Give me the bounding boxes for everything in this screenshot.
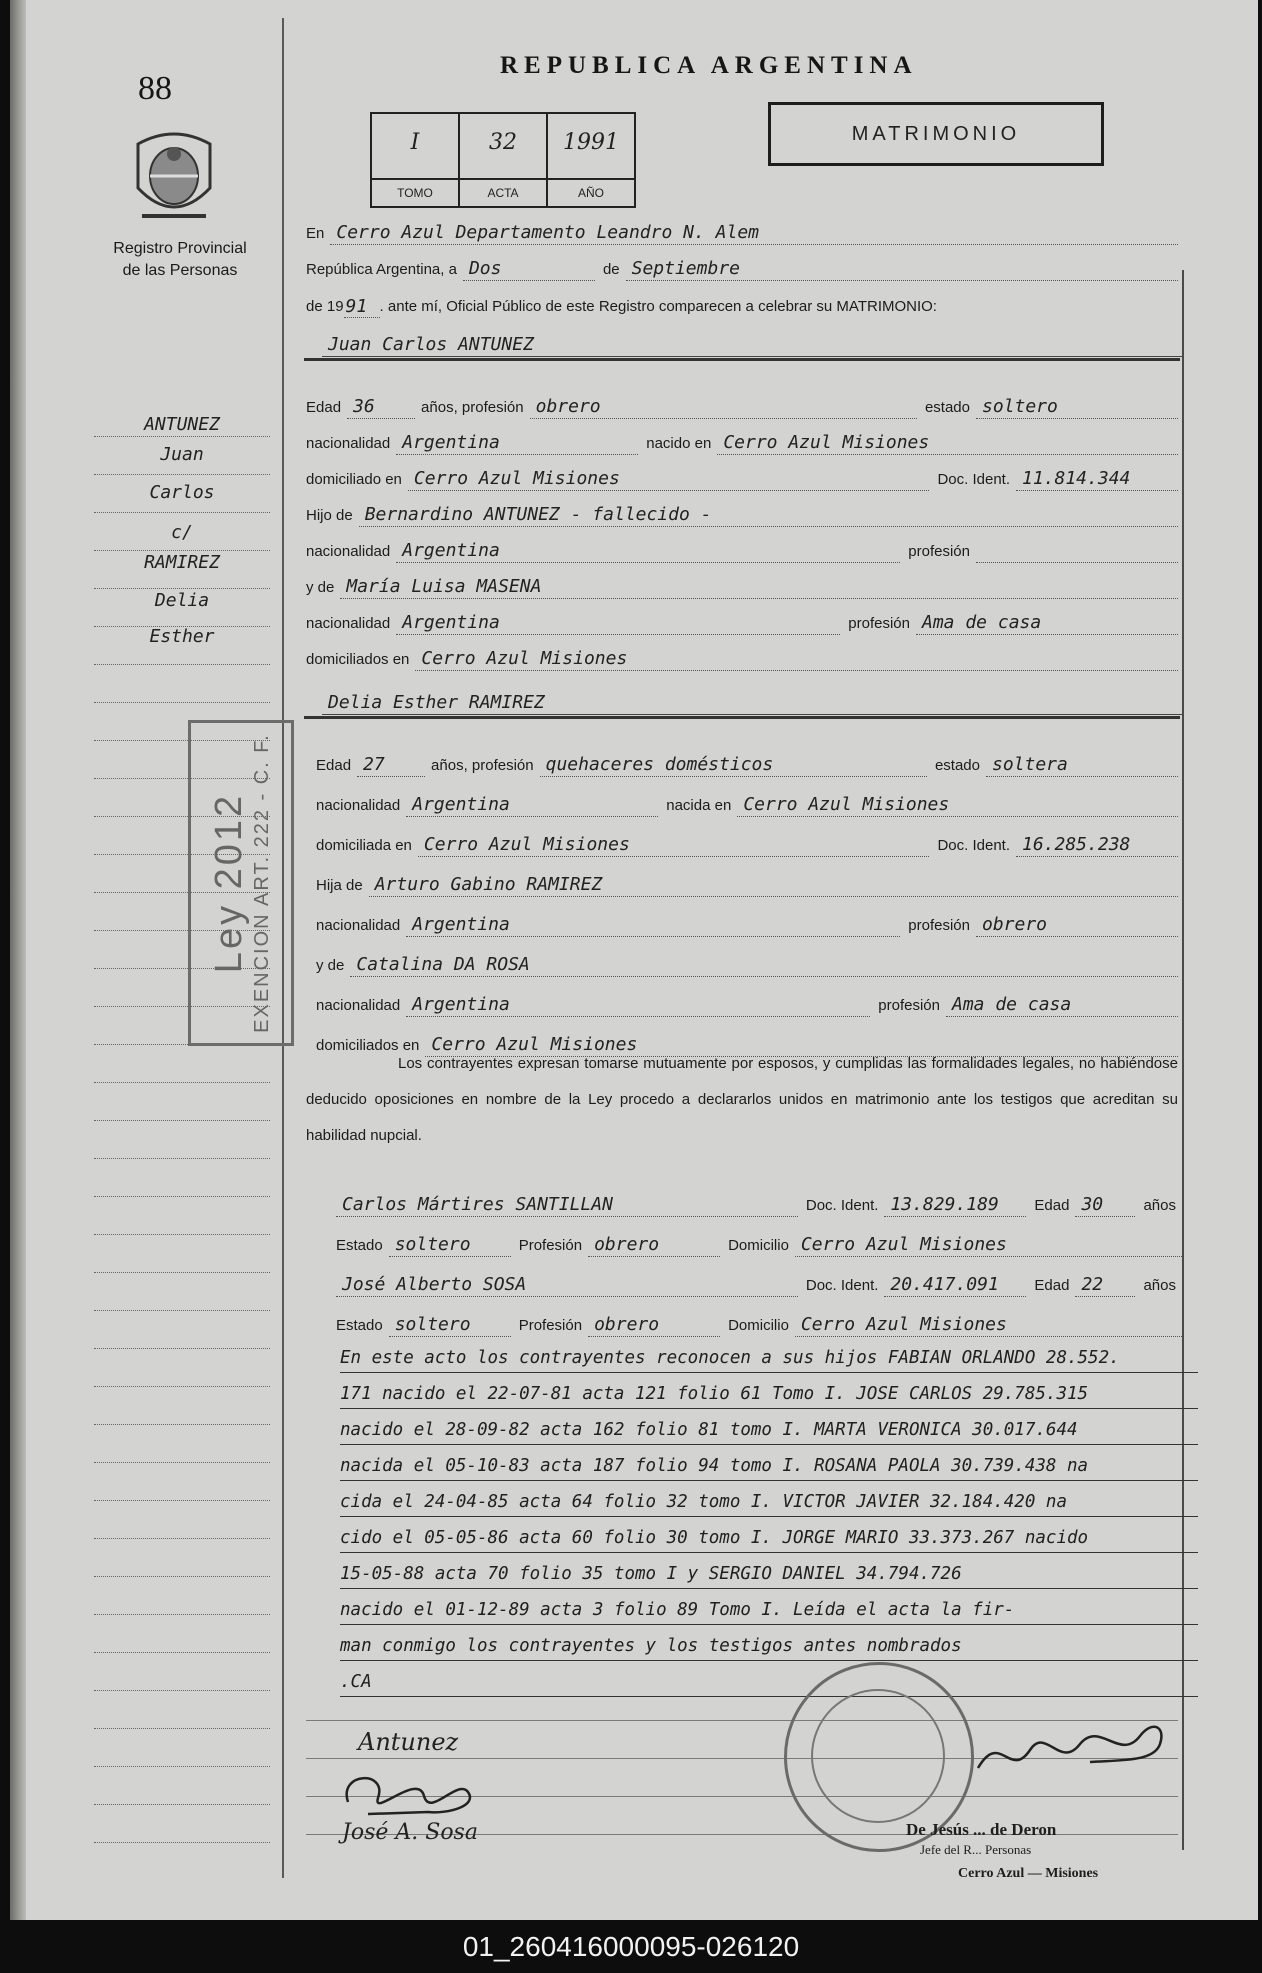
day-value: Dos [463, 258, 595, 281]
intro-statement-row: de 19 91 . ante mí, Oficial Público de este Registro comparecen a celebrar su MATRIMONIO: [306, 296, 937, 317]
margin-rule-line [94, 1272, 270, 1273]
signature-sosa: José A. Sosa [342, 1820, 478, 1845]
note-line: nacido el 28-09-82 acta 162 folio 81 tomo I. MARTA VERONICA 30.017.644 [340, 1420, 1078, 1440]
bride-name-row [322, 692, 1182, 715]
bride-age: 27 [357, 754, 425, 777]
margin-rule-line [94, 550, 270, 551]
margin-rule-line [94, 1576, 270, 1577]
section-divider [304, 716, 1180, 719]
coat-of-arms-icon [128, 130, 220, 230]
declaration-text: Los contrayentes expresan tomarse mutuamente por esposos, y cumplidas las formalidades legales, no habiéndose deducido oposiciones en nombre de la Ley procedo a declararlos unidos en matrimonio ante los testigos que acreditan su habilidad nupcial. [306, 1055, 1178, 1144]
note-line: nacido el 01-12-89 acta 3 folio 89 Tomo I. Leída el acta la fir- [340, 1600, 1015, 1620]
margin-rule-line [94, 664, 270, 665]
acta-value: 32 [489, 130, 517, 155]
groom-profession: obrero [530, 396, 917, 419]
witness2-domicile: Cerro Azul Misiones [795, 1314, 1182, 1337]
margin-rule-line [94, 1082, 270, 1083]
signature-official [970, 1700, 1190, 1790]
margin-rule-line [94, 512, 270, 513]
section-divider [304, 358, 1180, 361]
intro-date-row: República Argentina, a Dos de Septiembre [306, 258, 1178, 281]
margin-rule-line [94, 474, 270, 475]
note-line: .CA [340, 1672, 372, 1692]
bride-father-nationality: Argentina [406, 914, 900, 937]
binding-edge [10, 0, 26, 1920]
witness2-profession: obrero [588, 1314, 720, 1337]
groom-age: 36 [347, 396, 415, 419]
witness2-status: soltero [389, 1314, 511, 1337]
witness1-profession: obrero [588, 1234, 720, 1257]
witness1-doc: 13.829.189 [884, 1194, 1026, 1217]
note-line: 171 nacido el 22-07-81 acta 121 folio 61 Tomo I. JOSE CARLOS 29.785.315 [340, 1384, 1089, 1404]
groom-mother: María Luisa MASENA [340, 576, 1178, 599]
bride-name: Delia Esther RAMIREZ [322, 692, 1182, 715]
note-underline [340, 1444, 1198, 1445]
margin-rule-line [94, 1348, 270, 1349]
groom-parents-domicile: Cerro Azul Misiones [415, 648, 1178, 671]
margin-rule-line [94, 1842, 270, 1843]
witness2-name: José Alberto SOSA [336, 1274, 798, 1297]
margin-rule-line [94, 1538, 270, 1539]
witness1-age: 30 [1075, 1194, 1135, 1217]
margin-rule-line [94, 1728, 270, 1729]
tomo-acta-ano-box [370, 112, 636, 208]
groom-name-row [322, 334, 1182, 357]
registry-label: Registro Provincial de las Personas [113, 240, 247, 279]
image-id-caption: 01_260416000095-026120 [0, 1920, 1262, 1973]
act-type-box: MATRIMONIO [768, 102, 1104, 166]
groom-domicile: Cerro Azul Misiones [408, 468, 930, 491]
bride-father: Arturo Gabino RAMIREZ [369, 874, 1178, 897]
note-line: cida el 24-04-85 acta 64 folio 32 tomo I. VICTOR JAVIER 32.184.420 na [340, 1492, 1067, 1512]
place-value: Cerro Azul Departamento Leandro N. Alem [330, 222, 1178, 245]
tomo-value: I [410, 130, 420, 155]
bride-nationality: Argentina [406, 794, 658, 817]
groom-doc: 11.814.344 [1016, 468, 1178, 491]
witness1-name: Carlos Mártires SANTILLAN [336, 1194, 798, 1217]
margin-rule-line [94, 1766, 270, 1767]
groom-father: Bernardino ANTUNEZ - fallecido - [359, 504, 1178, 527]
note-line: nacida el 05-10-83 acta 187 folio 94 tomo I. ROSANA PAOLA 30.739.438 na [340, 1456, 1089, 1476]
ano-value: 1991 [563, 130, 619, 155]
margin-name-line: c/ [171, 522, 193, 543]
margin-name-line: RAMIREZ [144, 552, 220, 573]
exemption-stamp: Ley 2012 EXENCION ART. 222 - C. F. [188, 720, 294, 1046]
margin-rule-line [94, 436, 270, 437]
note-underline [340, 1480, 1198, 1481]
month-value: Septiembre [626, 258, 1178, 281]
official-title: Jefe del R... Personas [920, 1842, 1032, 1857]
margin-name-line: ANTUNEZ [144, 414, 220, 435]
page-number: 88 [138, 70, 172, 107]
groom-father-nationality: Argentina [396, 540, 900, 563]
witness2-age: 22 [1075, 1274, 1135, 1297]
note-underline [340, 1660, 1198, 1661]
groom-status: soltero [976, 396, 1178, 419]
acta-label: ACTA [460, 178, 546, 206]
margin-rule-line [94, 1196, 270, 1197]
groom-father-profession [976, 561, 1178, 563]
note-line: cido el 05-05-86 acta 60 folio 30 tomo I. JORGE MARIO 33.373.267 nacido [340, 1528, 1089, 1548]
note-underline [340, 1408, 1198, 1409]
margin-rule-line [94, 1310, 270, 1311]
margin-rule-line [94, 1120, 270, 1121]
margin-rule-line [94, 1652, 270, 1653]
margin-rule-line [94, 1690, 270, 1691]
bride-parents-domicile: Cerro Azul Misiones [425, 1034, 1178, 1057]
groom-birthplace: Cerro Azul Misiones [717, 432, 1178, 455]
bride-domicile: Cerro Azul Misiones [418, 834, 930, 857]
margin-rule-line [94, 1158, 270, 1159]
official-place: Cerro Azul — Misiones [958, 1866, 1099, 1881]
note-underline [340, 1372, 1198, 1373]
margin-rule-line [94, 1424, 270, 1425]
bride-mother: Catalina DA ROSA [350, 954, 1178, 977]
tomo-label: TOMO [372, 178, 458, 206]
intro-place-row: En Cerro Azul Departamento Leandro N. Alem [306, 222, 1178, 245]
note-line: En este acto los contrayentes reconocen a sus hijos FABIAN ORLANDO 28.552. [340, 1348, 1120, 1368]
groom-mother-profession: Ama de casa [916, 612, 1178, 635]
register-page: 88 Registro Provincial de las Personas REPUBLICA ARGENTINA I TOMO 32 ACTA 1991 AÑO MATRIMONIO En Cerro Azul Departamento Leandro N. Alem República Argentina, a Dos de Septiembre de 19 91 . ante mí, Oficial Público de este Registro comparecen a celebrar su MATRIMONIO: Juan Carlos ANTUNEZ Edad 36 años, profesión obrero estado soltero nacionalidad Argentina nacido en Cerro Azul Misiones domiciliado en Cerro Azul Misiones Doc. Ident. 11.814.344 Hijo de Bernardino ANTUNEZ - fallecido - nacionalidad Argentina profesión y de María Luisa MASENA nacionalidad Argentina profesión Ama de casa domiciliados en Cerro Azul Misiones Delia Esther RAMIREZ Edad 27 años, profesión quehaceres domésticos estado soltera nacionalidad Argentina nacida en Cerro Azul Misiones domiciliada en Cerro Azul Misiones Doc. Ident. 16.285.238 Hija de Arturo Gabino RAMIREZ nacionalidad Argentina profesión obrero y de Catalina DA ROSA nacionalidad Argentina profesión Ama de casa domiciliados en Cerro Azul Misiones Los contrayentes expresan tomarse mutuamente por esposos, y cumplidas las formalidades legales, no habiéndose deducido oposiciones en nombre de la Ley procedo a declararlos unidos en matrimonio ante los testigos que acreditan su habilidad nupcial. Carlos Mártires SANTILLAN Doc. Ident. 13.829.189 Edad 30 años Estado soltero Profesión obrero Domicilio Cerro Azul Misiones José Alberto SOSA Doc. Ident. 20.417.091 Edad 22 años Estado soltero Profesión obrero Domicilio Cerro Azul Misiones En este acto los contrayentes reconocen a sus hijos FABIAN ORLANDO 28.552. 171 nacido el 22-07-81 acta 121 folio 61 Tomo I. JOSE CARLOS 29.785.315 nacido el 28-09-82 acta 162 folio 81 tomo I. MARTA VERONICA 30.017.644 nacida el 05-10-83 acta 187 folio 94 tomo I. ROSANA PAOLA 30.739.438 na cida el 24-04-85 acta 64 folio 32 tomo I. VICTOR JAVIER 32.184.420 na cido el 05-05-86 acta 60 folio 30 tomo I. JORGE MARIO 33.373.267 nacido 15-05-88 acta 70 folio 35 tomo I y SERGIO DANIEL 34.794.726 nacido el 01-12-89 acta 3 folio 89 Tomo I. Leída el acta la fir- man conmigo los contrayentes y los testigos antes nombrados .CA ANTUNEZ Juan Carlos c/ RAMIREZ Delia Esther Ley 2012 EXENCION ART. 222 - C. F. Antunez José A. Sosa De Jesús ... de Deron Jefe del R... Personas Cerro Azul — Misiones [10, 0, 1258, 1920]
signature-antunez: Antunez [358, 1728, 459, 1756]
margin-name-line: Juan [160, 444, 204, 465]
ano-label: AÑO [548, 178, 634, 206]
margin-rule-line [94, 588, 270, 589]
bride-father-profession: obrero [976, 914, 1178, 937]
year-value: 91 [344, 296, 380, 318]
margin-name-line: Carlos [149, 482, 215, 503]
witness2-doc: 20.417.091 [884, 1274, 1026, 1297]
margin-rule-line [94, 1500, 270, 1501]
groom-name: Juan Carlos ANTUNEZ [322, 334, 1182, 357]
margin-rule-line [94, 1386, 270, 1387]
note-underline [340, 1552, 1198, 1553]
margin-rule-line [94, 1804, 270, 1805]
bride-mother-profession: Ama de casa [946, 994, 1178, 1017]
margin-rule-line [94, 702, 270, 703]
witness1-status: soltero [389, 1234, 511, 1257]
note-underline [340, 1516, 1198, 1517]
groom-mother-nationality: Argentina [396, 612, 840, 635]
margin-name-line: Esther [149, 626, 215, 647]
margin-rule-line [94, 1462, 270, 1463]
bride-birthplace: Cerro Azul Misiones [737, 794, 1178, 817]
note-line: man conmigo los contrayentes y los testigos antes nombrados [340, 1636, 962, 1656]
note-underline [340, 1696, 1198, 1697]
margin-rule-line [94, 1614, 270, 1615]
bride-status: soltera [986, 754, 1178, 777]
note-underline [340, 1624, 1198, 1625]
bride-profession: quehaceres domésticos [540, 754, 927, 777]
note-underline [340, 1588, 1198, 1589]
margin-name-line: Delia [154, 590, 210, 611]
bride-mother-nationality: Argentina [406, 994, 870, 1017]
witness1-domicile: Cerro Azul Misiones [795, 1234, 1182, 1257]
note-line: 15-05-88 acta 70 folio 35 tomo I y SERGIO DANIEL 34.794.726 [340, 1564, 962, 1584]
margin-rule-line [94, 1234, 270, 1235]
country-title: REPUBLICA ARGENTINA [500, 52, 918, 79]
bride-doc: 16.285.238 [1016, 834, 1178, 857]
official-name: De Jesús ... de Deron [906, 1820, 1057, 1839]
groom-nationality: Argentina [396, 432, 638, 455]
